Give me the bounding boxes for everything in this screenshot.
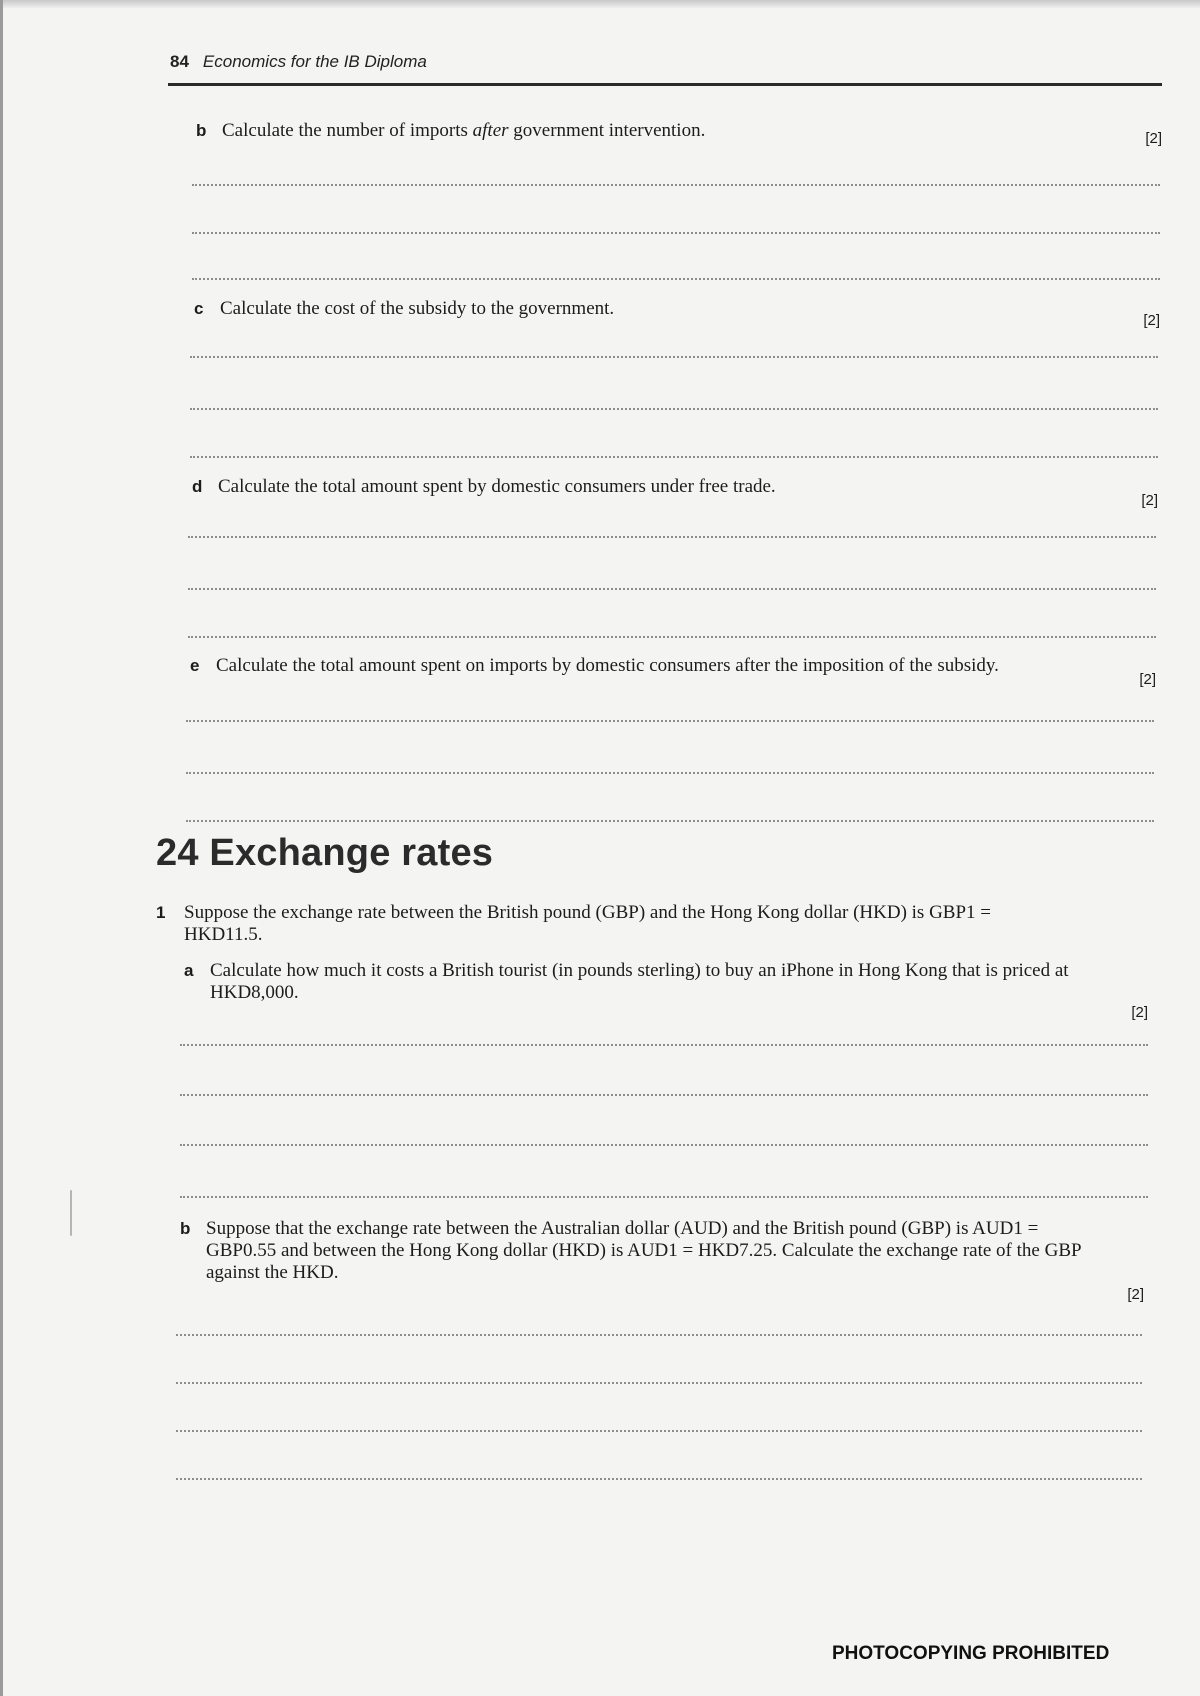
question-text: Calculate how much it costs a British tourist (in pounds sterling) to buy an iPhone in Hong Kong that is priced at HKD8,000. [210,960,1069,1003]
page-number: 84 [170,52,189,71]
question-label: d [192,477,203,496]
footer-notice: PHOTOCOPYING PROHIBITED [832,1643,1110,1664]
question-text: Suppose that the exchange rate between the Australian dollar (AUD) and the British pound (GBP) is AUD1 = GBP0.55 and between the Hong Kong dollar (HKD) is AUD1 = HKD7.25. Calculate the exchange rate of the GBP against the HKD. [206,1218,1081,1283]
answer-line[interactable] [190,356,1158,358]
question-label: b [196,121,207,140]
marks: [2] [1141,492,1158,509]
question-label: c [194,299,204,318]
section-title: 24 Exchange rates [156,832,494,874]
answer-line[interactable] [176,1382,1142,1384]
scan-artifact [70,1190,72,1236]
answer-line[interactable] [180,1144,1148,1146]
answer-line[interactable] [186,772,1154,774]
answer-line[interactable] [180,1094,1148,1096]
answer-line[interactable] [176,1334,1142,1336]
question-text: Calculate the total amount spent on imports by domestic consumers after the imposition of the subsidy. [216,655,999,676]
question-label: b [180,1219,191,1238]
answer-line[interactable] [180,1196,1148,1198]
question-text-part: Calculate the number of imports [222,120,473,141]
question-text: Calculate the total amount spent by domestic consumers under free trade. [218,476,776,497]
question-stem: Suppose the exchange rate between the British pound (GBP) and the Hong Kong dollar (HKD) is GBP1 = HKD11.5. [184,902,991,945]
answer-line[interactable] [192,184,1160,186]
marks: [2] [1139,671,1156,688]
question-text-part: government intervention. [508,120,706,141]
answer-line[interactable] [192,278,1160,280]
book-title: Economics for the IB Diploma [202,52,427,71]
running-head [170,52,427,72]
question-text-emphasis: after [472,120,509,141]
marks: [2] [1143,312,1160,329]
answer-line[interactable] [188,588,1156,590]
question-text: Calculate the cost of the subsidy to the government. [220,298,615,319]
answer-line[interactable] [176,1478,1142,1480]
answer-line[interactable] [186,820,1154,822]
marks: [2] [1145,130,1162,147]
answer-line[interactable] [188,636,1156,638]
answer-line[interactable] [188,536,1156,538]
question-label: a [184,961,194,980]
header-rule [168,83,1162,86]
answer-line[interactable] [180,1044,1148,1046]
question-text [222,120,1102,142]
question-label: e [190,656,200,675]
marks: [2] [1127,1286,1144,1303]
answer-line[interactable] [176,1430,1142,1432]
answer-line[interactable] [190,408,1158,410]
marks: [2] [1131,1004,1148,1021]
answer-line[interactable] [190,456,1158,458]
scan-edge-top [0,0,1200,8]
answer-line[interactable] [192,232,1160,234]
question-number: 1 [156,903,166,922]
scan-edge-left [0,0,3,1696]
answer-line[interactable] [186,720,1154,722]
